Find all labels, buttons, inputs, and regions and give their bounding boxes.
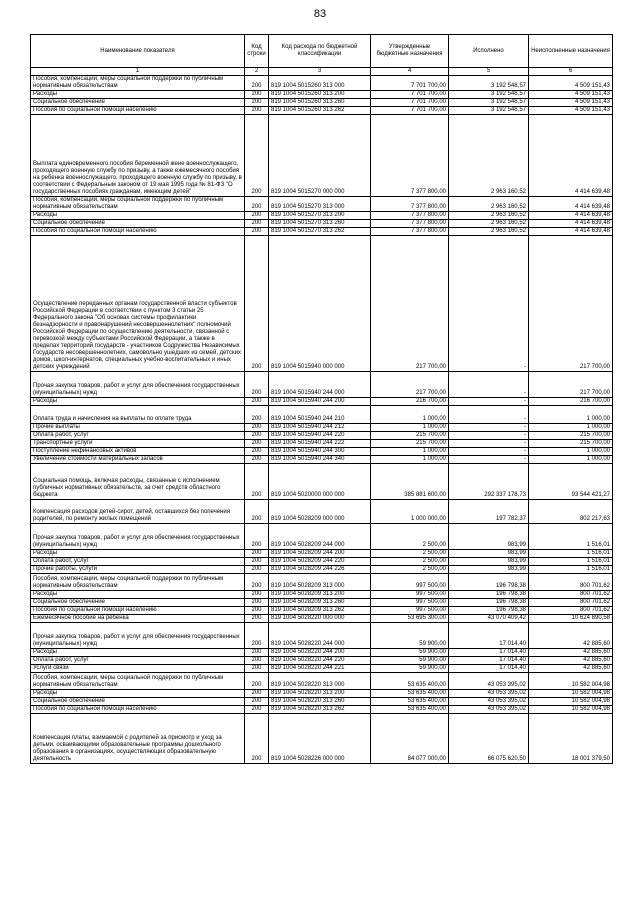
row-code: 200 bbox=[245, 615, 269, 623]
table-row bbox=[31, 432, 613, 440]
row-approved: 997 500,00 bbox=[371, 591, 449, 599]
row-kbk: 819 1004 5028209 313 000 bbox=[269, 574, 371, 591]
row-unexecuted: 10 582 004,98 bbox=[529, 706, 613, 714]
row-kbk: 819 1004 5028209 000 000 bbox=[269, 500, 371, 524]
row-name: Пособия по социальной помощи населению bbox=[31, 228, 245, 236]
table-row bbox=[31, 574, 613, 591]
row-kbk: 819 1004 5015940 244 222 bbox=[269, 440, 371, 448]
table-row bbox=[31, 456, 613, 464]
table-row bbox=[31, 649, 613, 657]
row-approved: 997 500,00 bbox=[371, 574, 449, 591]
row-approved: 7 377 800,00 bbox=[371, 220, 449, 228]
row-unexecuted: 4 509 151,43 bbox=[529, 99, 613, 107]
table-row bbox=[31, 372, 613, 398]
row-unexecuted: 4 414 639,48 bbox=[529, 220, 613, 228]
row-name: Прочие работы, услуги bbox=[31, 566, 245, 574]
header-code: Код строки bbox=[245, 35, 269, 68]
row-unexecuted: 10 582 004,98 bbox=[529, 673, 613, 690]
row-unexecuted: 42 885,60 bbox=[529, 649, 613, 657]
row-approved: 385 881 600,00 bbox=[371, 464, 449, 500]
row-name: Оплата работ, услуг bbox=[31, 558, 245, 566]
row-executed: 983,99 bbox=[449, 558, 529, 566]
row-code: 200 bbox=[245, 398, 269, 406]
row-approved: 59 900,00 bbox=[371, 649, 449, 657]
row-unexecuted: 802 217,63 bbox=[529, 500, 613, 524]
table-body bbox=[31, 76, 613, 764]
row-kbk: 819 1004 5015940 244 210 bbox=[269, 406, 371, 424]
row-approved: 217 700,00 bbox=[371, 372, 449, 398]
row-unexecuted: 1 000,00 bbox=[529, 456, 613, 464]
row-kbk: 819 1004 5028220 313 262 bbox=[269, 706, 371, 714]
row-unexecuted: 10 624 890,58 bbox=[529, 615, 613, 623]
row-unexecuted: 1 000,00 bbox=[529, 406, 613, 424]
row-executed: 983,99 bbox=[449, 550, 529, 558]
table-row bbox=[31, 500, 613, 524]
table-row bbox=[31, 212, 613, 220]
row-name: Пособия, компенсации, меры социальной поддержки по публичным нормативным обязательствам bbox=[31, 76, 245, 91]
row-unexecuted: 10 582 004,98 bbox=[529, 690, 613, 698]
row-approved: 2 500,00 bbox=[371, 550, 449, 558]
row-unexecuted: 4 509 151,43 bbox=[529, 107, 613, 115]
row-name: Прочие выплаты bbox=[31, 424, 245, 432]
row-kbk: 819 1004 5028220 244 220 bbox=[269, 657, 371, 665]
row-executed: - bbox=[449, 236, 529, 372]
row-code: 200 bbox=[245, 550, 269, 558]
row-approved: 2 500,00 bbox=[371, 558, 449, 566]
row-approved: 215 700,00 bbox=[371, 432, 449, 440]
row-unexecuted: 800 701,62 bbox=[529, 591, 613, 599]
budget-execution-table bbox=[30, 34, 613, 764]
row-kbk: 819 1004 5015940 244 300 bbox=[269, 448, 371, 456]
table-row bbox=[31, 665, 613, 673]
row-code: 200 bbox=[245, 212, 269, 220]
row-name: Пособия, компенсации, меры социальной поддержки по публичным нормативным обязательствам bbox=[31, 574, 245, 591]
row-unexecuted: 4 509 151,43 bbox=[529, 91, 613, 99]
table-row bbox=[31, 714, 613, 764]
row-code: 200 bbox=[245, 574, 269, 591]
row-approved: 7 377 800,00 bbox=[371, 212, 449, 220]
row-executed: 2 963 160,52 bbox=[449, 115, 529, 197]
row-code: 200 bbox=[245, 665, 269, 673]
row-kbk: 819 1004 5015940 244 200 bbox=[269, 398, 371, 406]
row-name: Расходы bbox=[31, 91, 245, 99]
row-unexecuted: 215 700,00 bbox=[529, 440, 613, 448]
row-name: Расходы bbox=[31, 212, 245, 220]
row-unexecuted: 800 701,62 bbox=[529, 574, 613, 591]
row-executed: 66 075 620,50 bbox=[449, 714, 529, 764]
row-code: 200 bbox=[245, 76, 269, 91]
row-name: Прочая закупка товаров, работ и услуг для обеспечения государственных (муниципальных) нужд bbox=[31, 623, 245, 649]
row-name: Компенсация платы, взимаемой с родителей за присмотр и уход за детьми, осваивающими образовательные программы дошкольного образования в организациях, осуществляющих образовательную деятельность bbox=[31, 714, 245, 764]
table-row bbox=[31, 448, 613, 456]
column-number: 1 bbox=[31, 68, 245, 76]
row-approved: 1 000,00 bbox=[371, 448, 449, 456]
row-code: 200 bbox=[245, 591, 269, 599]
row-name: Расходы bbox=[31, 550, 245, 558]
table-row bbox=[31, 591, 613, 599]
row-kbk: 819 1004 5015270 313 260 bbox=[269, 220, 371, 228]
row-approved: 1 000 000,00 bbox=[371, 500, 449, 524]
row-name: Оплата работ, услуг bbox=[31, 657, 245, 665]
row-executed: 2 963 160,52 bbox=[449, 220, 529, 228]
row-unexecuted: 42 885,60 bbox=[529, 657, 613, 665]
row-kbk: 819 1004 5015940 244 212 bbox=[269, 424, 371, 432]
table-row bbox=[31, 398, 613, 406]
row-approved: 997 500,00 bbox=[371, 599, 449, 607]
row-name: Социальная помощь, включая расходы, связанные с исполнением публичных нормативных обязательств, за счет средств областного бюджета bbox=[31, 464, 245, 500]
row-code: 200 bbox=[245, 714, 269, 764]
row-approved: 1 000,00 bbox=[371, 424, 449, 432]
row-executed: - bbox=[449, 372, 529, 398]
row-kbk: 819 1004 5015260 313 262 bbox=[269, 107, 371, 115]
row-unexecuted: 1 516,01 bbox=[529, 558, 613, 566]
row-approved: 216 700,00 bbox=[371, 398, 449, 406]
row-kbk: 819 1004 5028220 313 000 bbox=[269, 673, 371, 690]
row-unexecuted: 800 701,62 bbox=[529, 599, 613, 607]
row-name: Прочая закупка товаров, работ и услуг для обеспечения государственных (муниципальных) нужд bbox=[31, 372, 245, 398]
row-unexecuted: 217 700,00 bbox=[529, 236, 613, 372]
row-unexecuted: 215 700,00 bbox=[529, 432, 613, 440]
row-executed: 43 053 395,02 bbox=[449, 673, 529, 690]
row-approved: 7 377 800,00 bbox=[371, 197, 449, 212]
table-row bbox=[31, 440, 613, 448]
row-approved: 2 500,00 bbox=[371, 524, 449, 550]
row-kbk: 819 1004 5020000 000 000 bbox=[269, 464, 371, 500]
row-executed: 196 798,38 bbox=[449, 607, 529, 615]
row-name: Поступление нефинансовых активов bbox=[31, 448, 245, 456]
row-code: 200 bbox=[245, 623, 269, 649]
row-name: Оплата работ, услуг bbox=[31, 432, 245, 440]
row-kbk: 819 1004 5028220 313 200 bbox=[269, 690, 371, 698]
row-executed: 17 014,40 bbox=[449, 657, 529, 665]
row-executed: 17 014,40 bbox=[449, 665, 529, 673]
row-kbk: 819 1004 5015260 313 000 bbox=[269, 76, 371, 91]
row-unexecuted: 1 000,00 bbox=[529, 424, 613, 432]
row-unexecuted: 4 414 639,48 bbox=[529, 115, 613, 197]
row-executed: 17 014,40 bbox=[449, 649, 529, 657]
row-code: 200 bbox=[245, 599, 269, 607]
row-code: 200 bbox=[245, 406, 269, 424]
table-row bbox=[31, 558, 613, 566]
table-row bbox=[31, 464, 613, 500]
row-kbk: 819 1004 5015940 244 000 bbox=[269, 372, 371, 398]
row-unexecuted: 18 001 379,50 bbox=[529, 714, 613, 764]
row-executed: 3 192 548,57 bbox=[449, 99, 529, 107]
row-unexecuted: 4 414 639,48 bbox=[529, 228, 613, 236]
row-approved: 7 701 700,00 bbox=[371, 99, 449, 107]
row-kbk: 819 1004 5015260 313 200 bbox=[269, 91, 371, 99]
row-name: Выплата единовременного пособия беременной жене военнослужащего, проходящего военную службу по призыву, а также ежемесячного пособия на ребенка военнослужащего, проходящего военную службу по призыву, в соответствии с Федеральным законом от 19 мая 1995 года № 81-ФЗ "О государственных пособиях гражданам, имеющим детей" bbox=[31, 115, 245, 197]
table-header-row bbox=[31, 35, 613, 68]
row-name: Ежемесячное пособие на ребенка bbox=[31, 615, 245, 623]
row-approved: 53 635 400,00 bbox=[371, 690, 449, 698]
table-row bbox=[31, 424, 613, 432]
table-row bbox=[31, 76, 613, 91]
row-executed: - bbox=[449, 432, 529, 440]
table-row bbox=[31, 91, 613, 99]
row-name: Осуществление переданных органам государственной власти субъектов Российской Федерации в соответствии с пунктом 3 статьи 25 Федерального закона "Об основах системы профилактики безнадзорности и правонарушений несовершеннолетних" полномочий Российской Федерации по осуществлению деятельности, связанной с перевозкой между субъектами Российской Федерации, а также в пределах территорий государств - участников Содружества Независимых Государств несовершеннолетних, самовольно ушедших из семей, детских домов, школ-интернатов, специальных учебно-воспитательных и иных детских учреждений bbox=[31, 236, 245, 372]
row-executed: 43 053 395,02 bbox=[449, 706, 529, 714]
row-kbk: 819 1004 5028209 244 220 bbox=[269, 558, 371, 566]
row-name: Прочая закупка товаров, работ и услуг для обеспечения государственных (муниципальных) нужд bbox=[31, 524, 245, 550]
row-code: 200 bbox=[245, 197, 269, 212]
row-kbk: 819 1004 5015940 244 340 bbox=[269, 456, 371, 464]
row-unexecuted: 1 000,00 bbox=[529, 448, 613, 456]
row-name: Увеличение стоимости материальных запасов bbox=[31, 456, 245, 464]
row-code: 200 bbox=[245, 107, 269, 115]
row-executed: 983,99 bbox=[449, 524, 529, 550]
table-row bbox=[31, 623, 613, 649]
row-executed: 17 014,40 bbox=[449, 623, 529, 649]
row-kbk: 819 1004 5015270 313 200 bbox=[269, 212, 371, 220]
row-kbk: 819 1004 5015940 000 000 bbox=[269, 236, 371, 372]
table-row bbox=[31, 706, 613, 714]
table-row bbox=[31, 550, 613, 558]
row-unexecuted: 42 885,60 bbox=[529, 623, 613, 649]
row-unexecuted: 4 509 151,43 bbox=[529, 76, 613, 91]
row-executed: 196 798,38 bbox=[449, 599, 529, 607]
row-code: 200 bbox=[245, 448, 269, 456]
row-kbk: 819 1004 5028209 244 226 bbox=[269, 566, 371, 574]
row-executed: - bbox=[449, 456, 529, 464]
row-name: Расходы bbox=[31, 398, 245, 406]
row-code: 200 bbox=[245, 524, 269, 550]
row-approved: 217 700,00 bbox=[371, 236, 449, 372]
table-row bbox=[31, 197, 613, 212]
row-approved: 84 077 000,00 bbox=[371, 714, 449, 764]
row-name: Пособия, компенсации, меры социальной поддержки по публичным нормативным обязательствам bbox=[31, 197, 245, 212]
row-name: Пособия по социальной помощи населению bbox=[31, 706, 245, 714]
row-unexecuted: 1 516,01 bbox=[529, 524, 613, 550]
row-executed: 3 192 548,57 bbox=[449, 91, 529, 99]
row-executed: 292 337 178,73 bbox=[449, 464, 529, 500]
table-row bbox=[31, 698, 613, 706]
row-executed: 2 963 160,52 bbox=[449, 212, 529, 220]
row-name: Расходы bbox=[31, 649, 245, 657]
row-unexecuted: 4 414 639,48 bbox=[529, 197, 613, 212]
row-executed: 3 192 548,57 bbox=[449, 76, 529, 91]
row-kbk: 819 1004 5028209 313 262 bbox=[269, 607, 371, 615]
row-executed: - bbox=[449, 440, 529, 448]
row-approved: 7 701 700,00 bbox=[371, 91, 449, 99]
table-row bbox=[31, 657, 613, 665]
row-kbk: 819 1004 5028220 244 000 bbox=[269, 623, 371, 649]
row-unexecuted: 217 700,00 bbox=[529, 372, 613, 398]
table-row bbox=[31, 115, 613, 197]
row-kbk: 819 1004 5028209 244 000 bbox=[269, 524, 371, 550]
row-unexecuted: 216 700,00 bbox=[529, 398, 613, 406]
column-number: 2 bbox=[245, 68, 269, 76]
row-name: Оплата труда и начисления на выплаты по оплате труда bbox=[31, 406, 245, 424]
row-approved: 215 700,00 bbox=[371, 440, 449, 448]
row-executed: 43 070 409,42 bbox=[449, 615, 529, 623]
row-approved: 7 377 800,00 bbox=[371, 228, 449, 236]
row-unexecuted: 10 582 004,98 bbox=[529, 698, 613, 706]
row-executed: - bbox=[449, 424, 529, 432]
row-code: 200 bbox=[245, 558, 269, 566]
row-executed: - bbox=[449, 448, 529, 456]
row-code: 200 bbox=[245, 91, 269, 99]
row-name: Пособия по социальной помощи населению bbox=[31, 607, 245, 615]
row-approved: 1 000,00 bbox=[371, 406, 449, 424]
row-executed: 983,99 bbox=[449, 566, 529, 574]
row-approved: 53 635 400,00 bbox=[371, 706, 449, 714]
row-kbk: 819 1004 5028209 313 260 bbox=[269, 599, 371, 607]
header-kbk: Код расхода по бюджетной классификации bbox=[269, 35, 371, 68]
column-number-row bbox=[31, 68, 613, 76]
row-code: 200 bbox=[245, 236, 269, 372]
row-approved: 59 900,00 bbox=[371, 657, 449, 665]
row-name: Социальное обеспечение bbox=[31, 220, 245, 228]
row-code: 200 bbox=[245, 432, 269, 440]
row-kbk: 819 1004 5028209 313 200 bbox=[269, 591, 371, 599]
row-kbk: 819 1004 5028220 313 260 bbox=[269, 698, 371, 706]
row-code: 200 bbox=[245, 690, 269, 698]
row-executed: 197 782,37 bbox=[449, 500, 529, 524]
row-unexecuted: 1 516,01 bbox=[529, 550, 613, 558]
row-code: 200 bbox=[245, 464, 269, 500]
row-code: 200 bbox=[245, 424, 269, 432]
row-code: 200 bbox=[245, 456, 269, 464]
row-kbk: 819 1004 5015270 313 000 bbox=[269, 197, 371, 212]
table-row bbox=[31, 107, 613, 115]
table-row bbox=[31, 615, 613, 623]
row-approved: 53 635 400,00 bbox=[371, 698, 449, 706]
row-code: 200 bbox=[245, 607, 269, 615]
row-approved: 997 500,00 bbox=[371, 607, 449, 615]
row-approved: 53 635 400,00 bbox=[371, 673, 449, 690]
row-executed: 2 963 160,52 bbox=[449, 197, 529, 212]
row-code: 200 bbox=[245, 698, 269, 706]
table-row bbox=[31, 566, 613, 574]
header-unexecuted: Неисполненные назначения bbox=[529, 35, 613, 68]
table-row bbox=[31, 673, 613, 690]
row-kbk: 819 1004 5015270 000 000 bbox=[269, 115, 371, 197]
row-code: 200 bbox=[245, 220, 269, 228]
row-name: Компенсация расходов детей-сирот, детей, оставшихся без попечения родителей, по ремонту жилых помещений bbox=[31, 500, 245, 524]
row-executed: 3 192 548,57 bbox=[449, 107, 529, 115]
row-executed: 43 053 395,02 bbox=[449, 698, 529, 706]
row-code: 200 bbox=[245, 649, 269, 657]
row-approved: 53 695 300,00 bbox=[371, 615, 449, 623]
row-name: Расходы bbox=[31, 690, 245, 698]
row-name: Социальное обеспечение bbox=[31, 99, 245, 107]
row-code: 200 bbox=[245, 706, 269, 714]
row-approved: 7 701 700,00 bbox=[371, 76, 449, 91]
row-code: 200 bbox=[245, 657, 269, 665]
row-code: 200 bbox=[245, 440, 269, 448]
row-kbk: 819 1004 5028220 244 221 bbox=[269, 665, 371, 673]
row-kbk: 819 1004 5015260 313 260 bbox=[269, 99, 371, 107]
row-code: 200 bbox=[245, 500, 269, 524]
row-executed: 43 053 395,02 bbox=[449, 690, 529, 698]
table-row bbox=[31, 406, 613, 424]
row-code: 200 bbox=[245, 372, 269, 398]
column-number: 4 bbox=[371, 68, 449, 76]
row-kbk: 819 1004 5028209 244 200 bbox=[269, 550, 371, 558]
row-executed: - bbox=[449, 406, 529, 424]
row-unexecuted: 800 701,62 bbox=[529, 607, 613, 615]
row-executed: 196 798,38 bbox=[449, 591, 529, 599]
row-name: Услуги связи bbox=[31, 665, 245, 673]
row-approved: 7 701 700,00 bbox=[371, 107, 449, 115]
row-code: 200 bbox=[245, 673, 269, 690]
row-approved: 59 900,00 bbox=[371, 623, 449, 649]
header-executed: Исполнено bbox=[449, 35, 529, 68]
row-name: Социальное обеспечение bbox=[31, 599, 245, 607]
header-approved: Утвержденные бюджетные назначения bbox=[371, 35, 449, 68]
row-kbk: 819 1004 5015270 313 262 bbox=[269, 228, 371, 236]
row-code: 200 bbox=[245, 99, 269, 107]
row-name: Транспортные услуги bbox=[31, 440, 245, 448]
row-code: 200 bbox=[245, 115, 269, 197]
row-executed: 2 963 160,52 bbox=[449, 228, 529, 236]
table-row bbox=[31, 599, 613, 607]
row-kbk: 819 1004 5015940 244 220 bbox=[269, 432, 371, 440]
table-row bbox=[31, 690, 613, 698]
row-unexecuted: 93 544 421,27 bbox=[529, 464, 613, 500]
row-code: 200 bbox=[245, 566, 269, 574]
table-row bbox=[31, 524, 613, 550]
column-number: 5 bbox=[449, 68, 529, 76]
row-name: Пособия, компенсации, меры социальной поддержки по публичным нормативным обязательствам bbox=[31, 673, 245, 690]
row-executed: 196 798,38 bbox=[449, 574, 529, 591]
page-number: 83 bbox=[313, 8, 327, 20]
column-number: 6 bbox=[529, 68, 613, 76]
row-kbk: 819 1004 5028220 000 000 bbox=[269, 615, 371, 623]
header-name: Наименование показателя bbox=[31, 35, 245, 68]
row-approved: 59 900,00 bbox=[371, 665, 449, 673]
row-name: Расходы bbox=[31, 591, 245, 599]
row-approved: 1 000,00 bbox=[371, 456, 449, 464]
table-row bbox=[31, 99, 613, 107]
table-row bbox=[31, 228, 613, 236]
row-code: 200 bbox=[245, 228, 269, 236]
table-row bbox=[31, 607, 613, 615]
row-kbk: 819 1004 5028226 000 000 bbox=[269, 714, 371, 764]
row-kbk: 819 1004 5028220 244 200 bbox=[269, 649, 371, 657]
row-approved: 7 377 800,00 bbox=[371, 115, 449, 197]
row-approved: 2 500,00 bbox=[371, 566, 449, 574]
column-number: 3 bbox=[269, 68, 371, 76]
table-row bbox=[31, 220, 613, 228]
row-unexecuted: 1 516,01 bbox=[529, 566, 613, 574]
row-executed: - bbox=[449, 398, 529, 406]
table-row bbox=[31, 236, 613, 372]
row-unexecuted: 42 885,60 bbox=[529, 665, 613, 673]
row-unexecuted: 4 414 639,48 bbox=[529, 212, 613, 220]
row-name: Социальное обеспечение bbox=[31, 698, 245, 706]
row-name: Пособия по социальной помощи населению bbox=[31, 107, 245, 115]
